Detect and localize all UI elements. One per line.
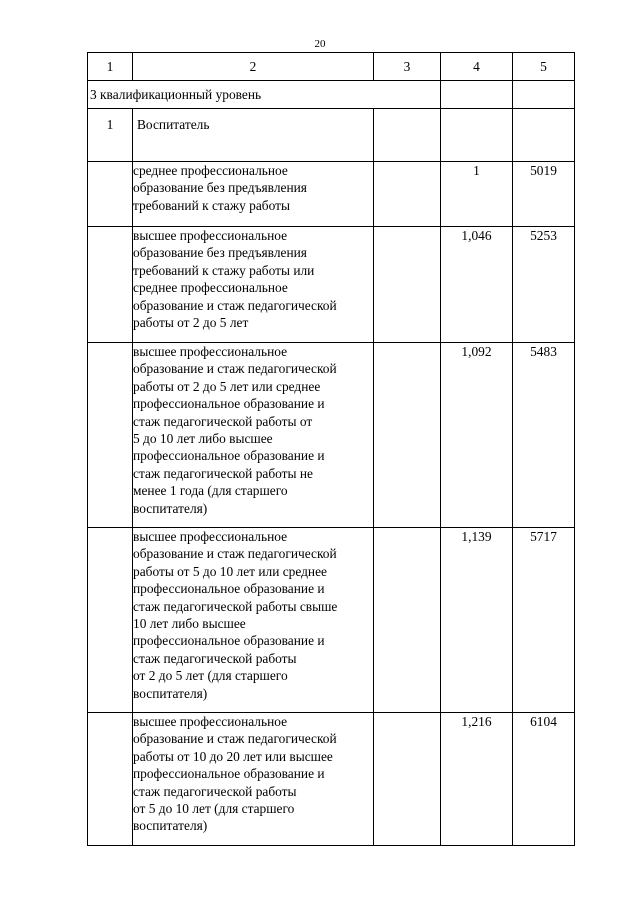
empty-cell bbox=[441, 81, 513, 109]
empty-cell bbox=[88, 528, 133, 713]
position-name: Воспитатель bbox=[133, 109, 374, 162]
table-header-row bbox=[88, 53, 575, 81]
empty-cell bbox=[88, 343, 133, 528]
column-header: 4 bbox=[441, 53, 513, 81]
empty-cell bbox=[374, 713, 441, 846]
table-row bbox=[88, 713, 575, 846]
table-row bbox=[88, 227, 575, 343]
table-row bbox=[88, 528, 575, 713]
coefficient-cell: 1,092 bbox=[441, 343, 513, 528]
salary-cell: 5483 bbox=[513, 343, 575, 528]
empty-cell bbox=[441, 109, 513, 162]
requirement-cell: высшее профессиональное образование и стаж педагогической работы от 5 до 10 лет или среднее профессиональное образование и стаж педагогической работы свыше 10 лет либо высшее профессиональное образование и стаж педагогической работы от 2 до 5 лет (для старшего воспитателя) bbox=[133, 528, 374, 713]
empty-cell bbox=[513, 109, 575, 162]
table-row bbox=[88, 343, 575, 528]
salary-cell: 5717 bbox=[513, 528, 575, 713]
qualification-level-label: 3 квалификационный уровень bbox=[88, 81, 441, 109]
salary-table bbox=[87, 52, 575, 846]
coefficient-cell: 1,216 bbox=[441, 713, 513, 846]
coefficient-cell: 1,139 bbox=[441, 528, 513, 713]
empty-cell bbox=[374, 109, 441, 162]
position-row bbox=[88, 109, 575, 162]
coefficient-cell: 1 bbox=[441, 162, 513, 227]
table-row bbox=[88, 162, 575, 227]
salary-cell: 5253 bbox=[513, 227, 575, 343]
requirement-cell: среднее профессиональное образование без предъявления требований к стажу работы bbox=[133, 162, 374, 227]
empty-cell bbox=[88, 227, 133, 343]
empty-cell bbox=[88, 162, 133, 227]
position-number: 1 bbox=[88, 109, 133, 162]
empty-cell bbox=[374, 162, 441, 227]
empty-cell bbox=[513, 81, 575, 109]
column-header: 2 bbox=[133, 53, 374, 81]
empty-cell bbox=[374, 528, 441, 713]
requirement-cell: высшее профессиональное образование и стаж педагогической работы от 10 до 20 лет или высшее профессиональное образование и стаж педагогической работы от 5 до 10 лет (для старшего воспитателя) bbox=[133, 713, 374, 846]
column-header: 5 bbox=[513, 53, 575, 81]
salary-cell: 6104 bbox=[513, 713, 575, 846]
salary-cell: 5019 bbox=[513, 162, 575, 227]
column-header: 1 bbox=[88, 53, 133, 81]
empty-cell bbox=[88, 713, 133, 846]
page-number: 20 bbox=[314, 38, 326, 50]
column-header: 3 bbox=[374, 53, 441, 81]
empty-cell bbox=[374, 343, 441, 528]
qualification-level-row bbox=[88, 81, 575, 109]
requirement-cell: высшее профессиональное образование без предъявления требований к стажу работы или среднее профессиональное образование и стаж педагогической работы от 2 до 5 лет bbox=[133, 227, 374, 343]
empty-cell bbox=[374, 227, 441, 343]
coefficient-cell: 1,046 bbox=[441, 227, 513, 343]
requirement-cell: высшее профессиональное образование и стаж педагогической работы от 2 до 5 лет или среднее профессиональное образование и стаж педагогической работы от 5 до 10 лет либо высшее профессиональное образование и стаж педагогической работы не менее 1 года (для старшего воспитателя) bbox=[133, 343, 374, 528]
